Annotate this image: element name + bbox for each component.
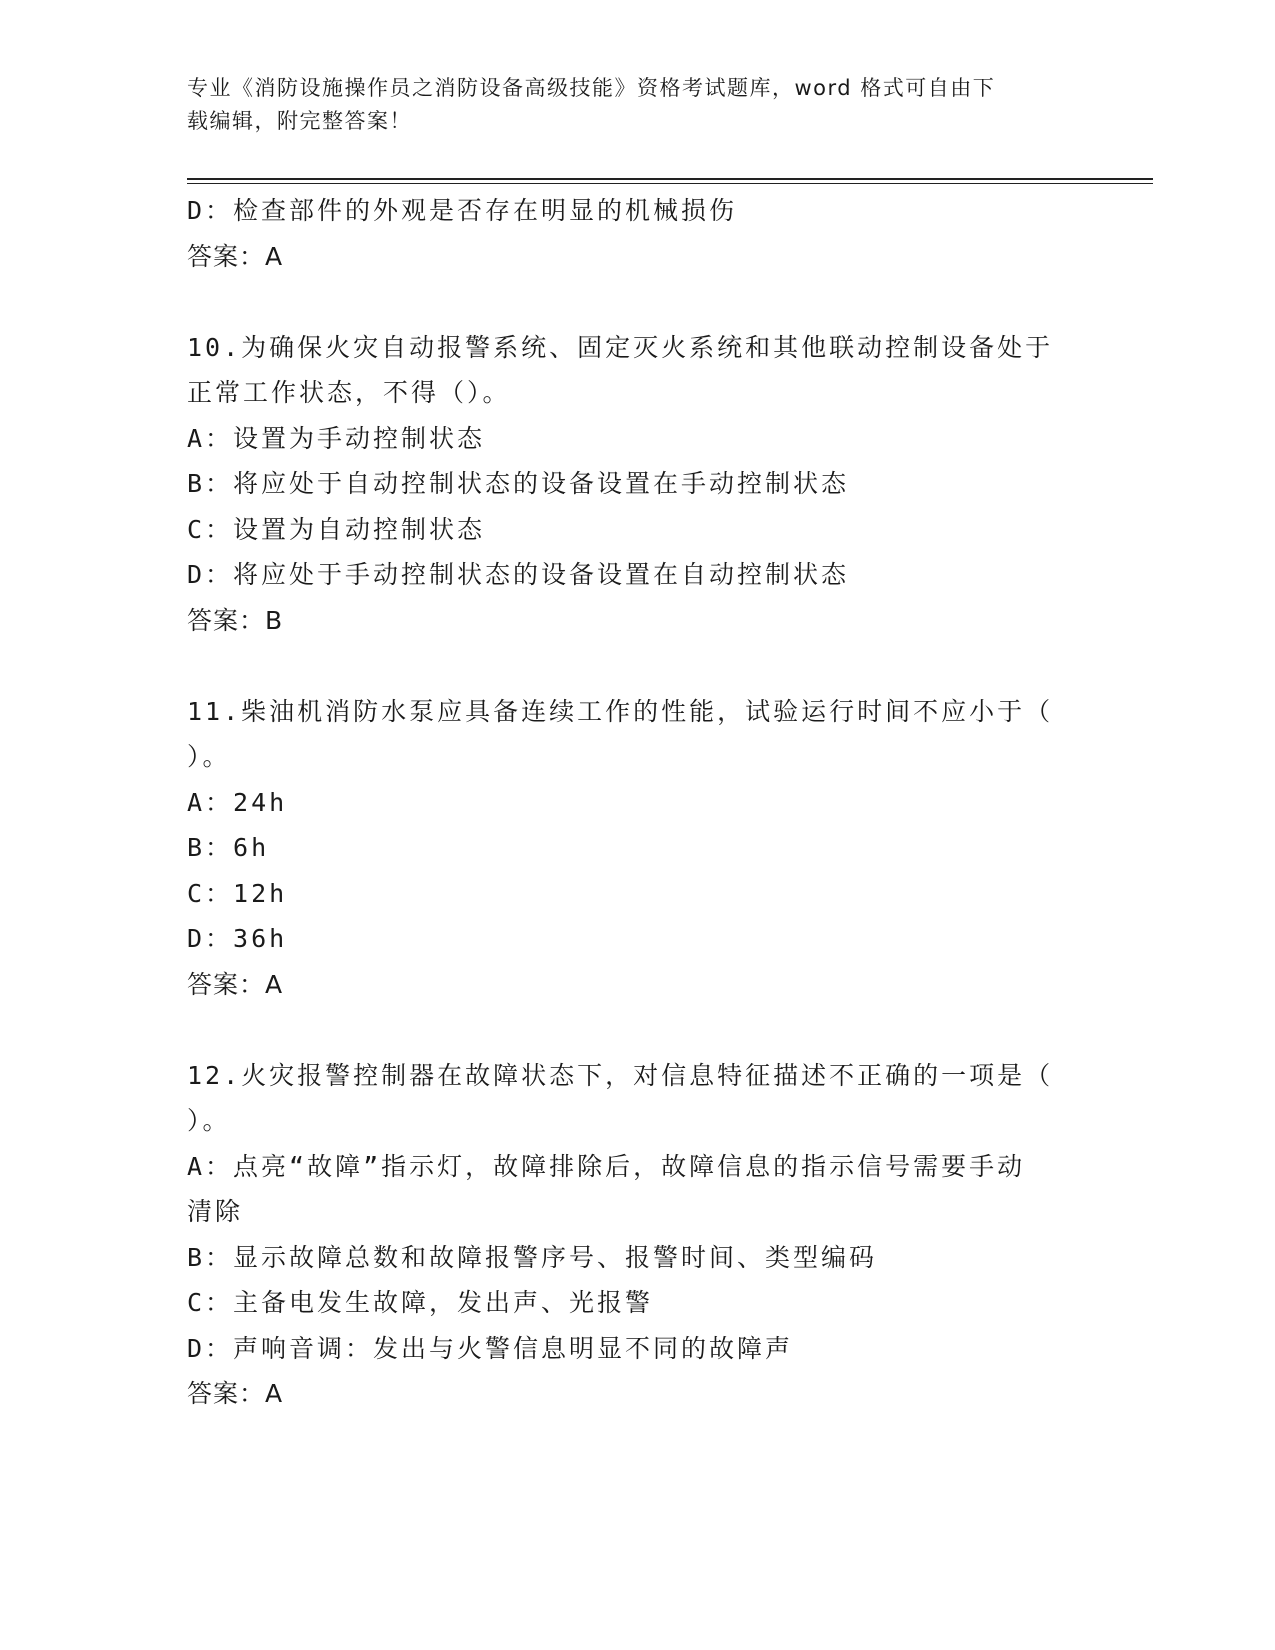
option-a-line-1: A：点亮“故障”指示灯，故障排除后，故障信息的指示信号需要手动: [187, 1151, 1026, 1181]
question-stem-line-2: ）。: [187, 742, 231, 771]
spacer: [187, 279, 1067, 325]
option-c: C：主备电发生故障，发出声、光报警: [187, 1288, 654, 1317]
option-a: A：24h: [187, 787, 288, 817]
spacer: [187, 643, 1067, 689]
header-divider-thick: [187, 178, 1153, 180]
option-d: D：声响音调：发出与火警信息明显不同的故障声: [187, 1333, 794, 1363]
document-body: [187, 188, 1067, 1417]
question-stem-line-2: ）。: [187, 1106, 231, 1135]
question-11: [187, 689, 1067, 1008]
answer: 答案：A: [187, 241, 284, 271]
document-header: [187, 72, 1067, 138]
header-divider-thin: [187, 183, 1153, 184]
option-a-line-2: 清除: [187, 1197, 244, 1226]
header-line-1: 专业《消防设施操作员之消防设备高级技能》资格考试题库，word 格式可自由下: [187, 76, 996, 100]
option-d: D：36h: [187, 924, 288, 953]
spacer: [187, 1007, 1067, 1053]
option-c: C：设置为自动控制状态: [187, 514, 486, 544]
question-stem-line-2: 正常工作状态，不得（）。: [187, 378, 511, 407]
option-b: B：6h: [187, 833, 270, 862]
answer: 答案：A: [187, 969, 284, 999]
header-line-2: 载编辑，附完整答案！: [187, 109, 412, 133]
question-9-tail: [187, 188, 1067, 279]
question-10: [187, 325, 1067, 644]
question-stem-line-1: 10.为确保火灾自动报警系统、固定灭火系统和其他联动控制设备处于: [187, 332, 1054, 362]
question-stem-line-1: 11.柴油机消防水泵应具备连续工作的性能，试验运行时间不应小于（: [187, 696, 1054, 726]
option-d: D：检查部件的外观是否存在明显的机械损伤: [187, 196, 738, 225]
option-d: D：将应处于手动控制状态的设备设置在自动控制状态: [187, 560, 850, 589]
answer: 答案：B: [187, 605, 284, 635]
option-b: B：将应处于自动控制状态的设备设置在手动控制状态: [187, 469, 850, 498]
question-stem-line-1: 12.火灾报警控制器在故障状态下，对信息特征描述不正确的一项是（: [187, 1060, 1054, 1090]
question-12: [187, 1053, 1067, 1417]
answer: 答案：A: [187, 1379, 284, 1408]
option-c: C：12h: [187, 878, 288, 908]
option-b: B：显示故障总数和故障报警序号、报警时间、类型编码: [187, 1242, 878, 1272]
option-a: A：设置为手动控制状态: [187, 423, 486, 453]
